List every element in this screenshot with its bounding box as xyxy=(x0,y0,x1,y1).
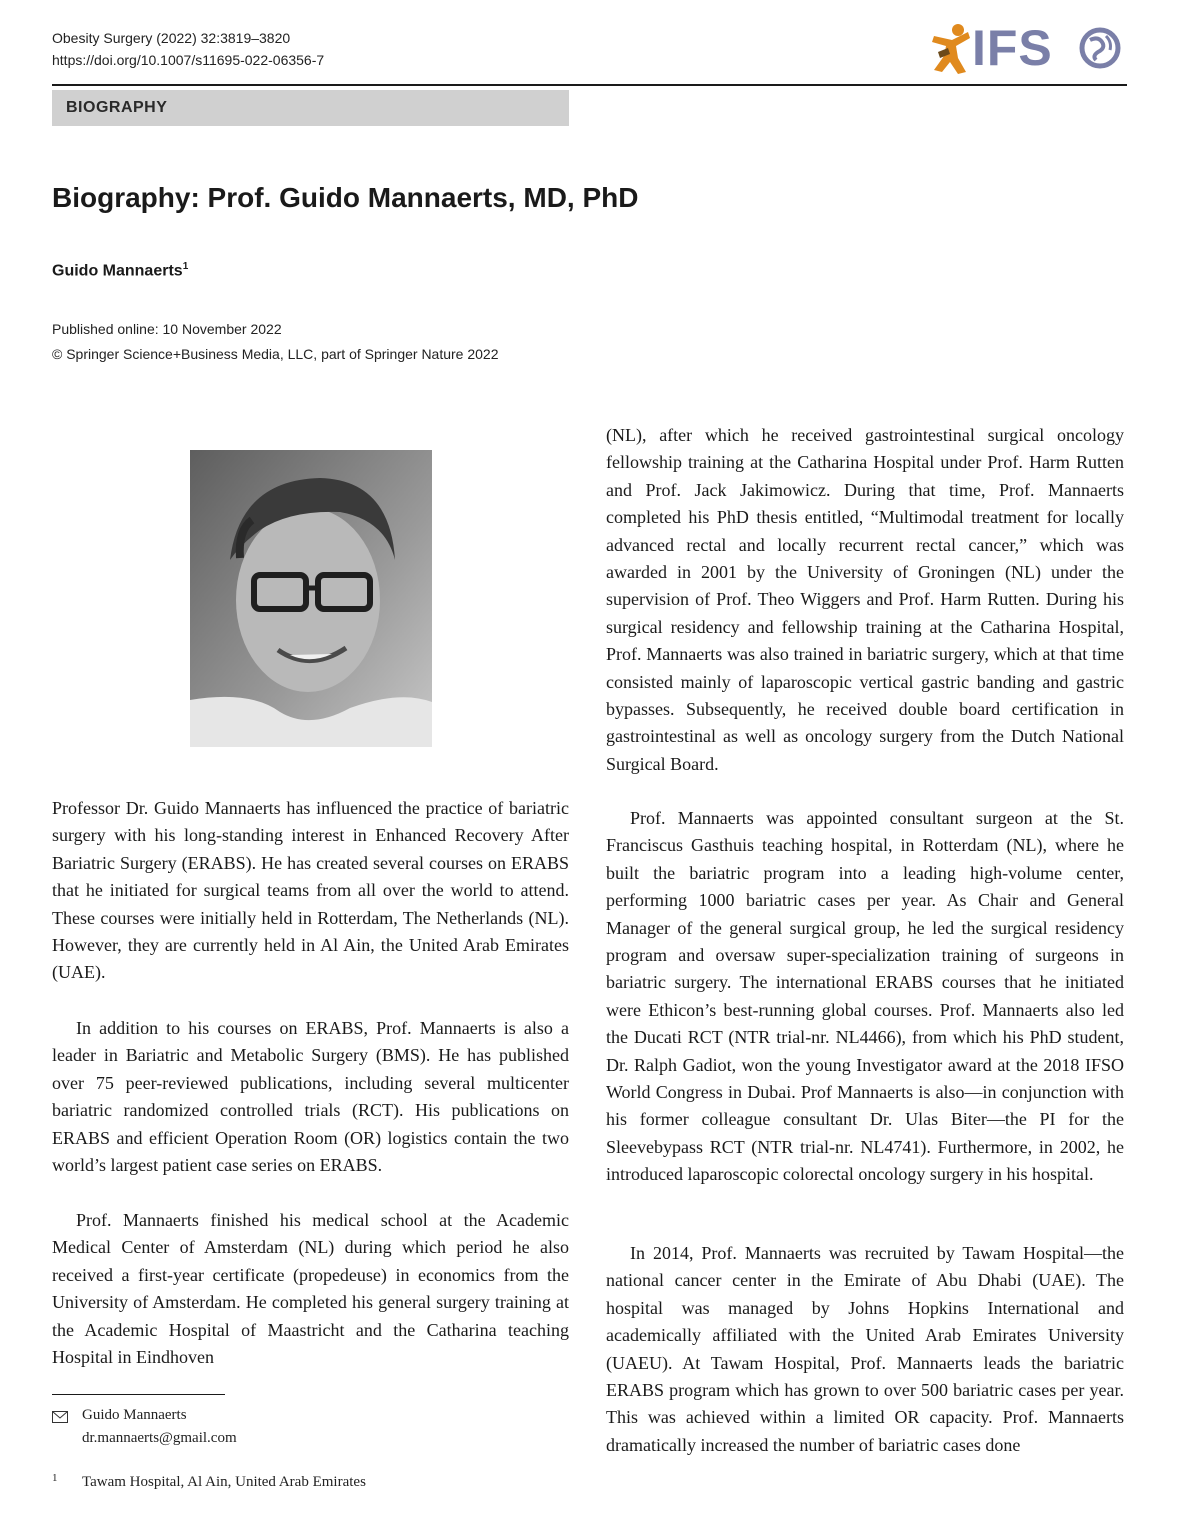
body-paragraph-4: (NL), after which he received gastrointestinal surgical oncology fellowship training at the Catharina Hospital under Prof. Harm Rutten and Prof. Jack Jakimowicz. During that time, Prof. Mannaerts completed his PhD thesis entitled, “Multimodal treatment for locally advanced rectal and locally recurrent rectal cancer,” which was awarded in 2001 by the University of Groningen (NL) under the supervision of Prof. Theo Wiggers and Prof. Harm Rutten. During his surgical residency and fellowship training at the Catharina Hospital, Prof. Mannaerts was also trained in bariatric surgery, which at that time consisted mainly of laparoscopic vertical gastric banding and gastric bypasses. Subsequently, he received double board certification in gastrointestinal as well as oncology surgery from the Dutch National Surgical Board. xyxy=(606,425,1124,774)
ifso-figure-icon xyxy=(928,22,972,74)
author-portrait xyxy=(190,450,432,747)
doi-link[interactable]: https://doi.org/10.1007/s11695-022-06356-7 xyxy=(52,52,325,68)
header-rule xyxy=(52,84,1127,86)
logo-text: IFS xyxy=(972,20,1053,76)
author-affil-mark: 1 xyxy=(182,261,189,272)
author-name: Guido Mannaerts xyxy=(52,262,183,280)
body-paragraph-1: Professor Dr. Guido Mannaerts has influenced the practice of bariatric surgery with his long-standing interest in Enhanced Recovery After Bariatric Surgery (ERABS). He has created several courses on ERABS that he initiated for surgical teams from all over the world to attend. These courses were initially held in Rotterdam, The Netherlands (NL). However, they are currently held in Al Ain, the United Arab Emirates (UAE). xyxy=(52,798,569,983)
published-date: Published online: 10 November 2022 xyxy=(52,321,282,337)
footnote-affil-number: 1 xyxy=(52,1472,58,1484)
globe-icon xyxy=(1078,26,1122,70)
body-paragraph-3: Prof. Mannaerts finished his medical school at the Academic Medical Center of Amsterdam (NL) during which period he also received a first-year certificate (propedeuse) in economics from the University of Amsterdam. He completed his general surgery training at the Academic Hospital of Maastricht and the Catharina teaching Hospital in Eindhoven xyxy=(52,1210,569,1368)
article-title: Biography: Prof. Guido Mannaerts, MD, PhD xyxy=(52,182,639,213)
footnote-rule xyxy=(52,1394,225,1395)
article-author xyxy=(52,261,188,280)
envelope-icon[interactable] xyxy=(52,1411,68,1423)
copyright-line: © Springer Science+Business Media, LLC, part of Springer Nature 2022 xyxy=(52,346,499,362)
section-band xyxy=(52,90,569,126)
footnote-email-link[interactable]: dr.mannaerts@gmail.com xyxy=(82,1430,237,1446)
footnote-author-name: Guido Mannaerts xyxy=(82,1407,187,1423)
footnote-affiliation: Tawam Hospital, Al Ain, United Arab Emirates xyxy=(82,1474,366,1490)
body-paragraph-6: In 2014, Prof. Mannaerts was recruited by Tawam Hospital—the national cancer center in the Emirate of Abu Dhabi (UAE). The hospital was managed by Johns Hopkins International and academically affiliated with the United Arab Emirates University (UAEU). At Tawam Hospital, Prof. Mannaerts leads the bariatric ERABS program which has grown to over 500 bariatric cases per year. This was achieved within a limited OR capacity. Prof. Mannaerts dramatically increased the number of bariatric cases done xyxy=(606,1243,1124,1455)
body-paragraph-5: Prof. Mannaerts was appointed consultant surgeon at the St. Franciscus Gasthuis teaching hospital, in Rotterdam (NL), where he built the bariatric program into a leading high-volume center, performing 1000 bariatric cases per year. As Chair and General Manager of the general surgical group, he led the surgical residency program and oversaw super-specialization training of surgeons in bariatric surgery. The international ERABS courses that he initiated were Ethicon’s best-running global courses. Prof. Mannaerts also led the Ducati RCT (NTR trial-nr. NL4466), from which his PhD student, Dr. Ralph Gadiot, won the young Investigator award at the 2018 IFSO World Congress in Dubai. Prof Mannaerts is also—in conjunction with his former colleague consultant Dr. Ulas Biter—the PI for the Sleevebypass RCT (NTR trial-nr. NL4741). Furthermore, in 2002, he introduced laparoscopic colorectal oncology surgery in his hospital. xyxy=(606,808,1124,1185)
body-paragraph-2: In addition to his courses on ERABS, Prof. Mannaerts is also a leader in Bariatric and Metabolic Surgery (BMS). He has published over 75 peer-reviewed publications, including several multicenter bariatric randomized controlled trials (RCT). His publications on ERABS and efficient Operation Room (OR) logistics contain the two world’s largest patient case series on ERABS. xyxy=(52,1018,569,1176)
journal-citation: Obesity Surgery (2022) 32:3819–3820 xyxy=(52,30,291,46)
section-label: BIOGRAPHY xyxy=(66,99,168,116)
ifso-logo xyxy=(928,20,1128,76)
portrait-image xyxy=(190,450,432,747)
